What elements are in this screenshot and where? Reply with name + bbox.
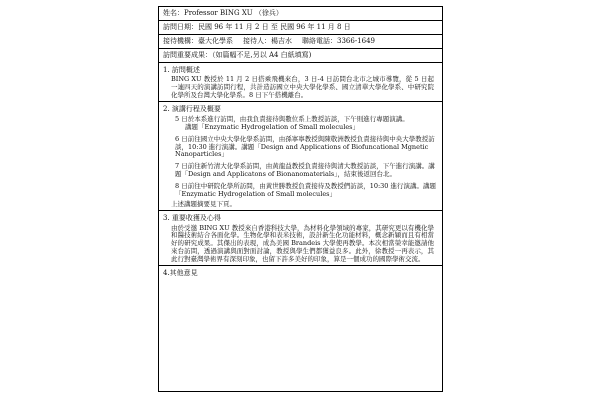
- section-4-title: 4.其他意見: [163, 268, 198, 277]
- host-person: 接待人：楊吉水: [243, 37, 292, 45]
- schedule-item-talk: 講題「Enzymatic Hydrogelation of Small molecules」: [185, 122, 359, 131]
- section-1-title: 1. 訪問概述: [163, 66, 200, 74]
- report-title-row: [159, 49, 442, 63]
- host-unit: 接待機構：臺大化學系: [163, 37, 233, 45]
- name-line: 姓名：Professor BING XU （徐兵）: [163, 9, 283, 17]
- host-phone: 聯絡電話：3366-1649: [302, 37, 375, 45]
- section-2-title: 2. 演講行程及概要: [163, 104, 221, 113]
- visit-report-form: [158, 6, 443, 392]
- schedule-item-2: [159, 134, 442, 161]
- schedule-item-4: [159, 181, 442, 201]
- schedule-item-text: 6 日前往國立中央大學化學系訪問，由孫寧寧教授與陳敬洲教授負責接待與中央大學教授訪談，10:30 進行演講。講題「Design and Applications of Biofuncational Mgnetic Nanoparticles」: [175, 134, 435, 159]
- schedule-item-text: 5 日於本系進行訪問，由我負責接待與數位系上教授訪談，下午則進行專題演講。: [175, 115, 409, 124]
- section-2-footer: 上述講題摘要見下頁。: [171, 200, 236, 209]
- schedule-item-1: [159, 114, 442, 134]
- section-1-body: BING XU 教授於 11 月 2 日搭乘飛機來台，3 日-4 日訪問台北市之城市導覽，從 5 日起一連四天的演講訪問行程，共計造訪國立中央大學化學系、國立清華大學化學系、中研究院化學所及台灣大學化學系。8 日下午搭機離台。: [171, 75, 434, 99]
- host-row: [159, 35, 442, 49]
- section-3-title: 3. 重要收獲及心得: [163, 214, 221, 223]
- name-row: [159, 7, 442, 21]
- date-row: [159, 21, 442, 35]
- schedule-item-3: [159, 161, 442, 181]
- date-line: 訪問日期：民國 96 年 11 月 2 日 至 民國 96 年 11 月 8 日: [163, 23, 351, 31]
- schedule-item-text: 8 日前往中研院化學所訪問，由黃世勝教授負責接待及教授們訪談，10:30 進行演講。講題「Enzymatic Hydrogelation of Small molecules」: [175, 181, 436, 198]
- report-title: 訪問重要成果：（如篇幅不足,另以 A4 白紙填寫): [163, 51, 312, 59]
- schedule-item-text: 7 日前往新竹清大化學系訪問，由黃龍益教授負責接待與清大教授訪談，下午進行演講。講題「Design and Applicatons of Bionanomaterials」，結束後返回台北。: [175, 162, 435, 178]
- section-3-body: 由於受邀 BING XU 教授來自香港科技大學，為材料化學領域的專家，其研究更以有機化學和醫技術結合各面化學。生物化學和表米技術，設計新生化功能材料，概念新穎而且有相當好的研究成果。其傑出的表現，成為美國 Brandeis 大學使再教學。本次相當榮幸能邀請他來台訪問，透過演講與面對面討論，教授與學生們都獲益良多。此外，徐教授一再表示，其此行對臺灣學術界有深刻印象，也留下許多美好的印象，算是一個成功的國際學術交流。: [171, 223, 434, 263]
